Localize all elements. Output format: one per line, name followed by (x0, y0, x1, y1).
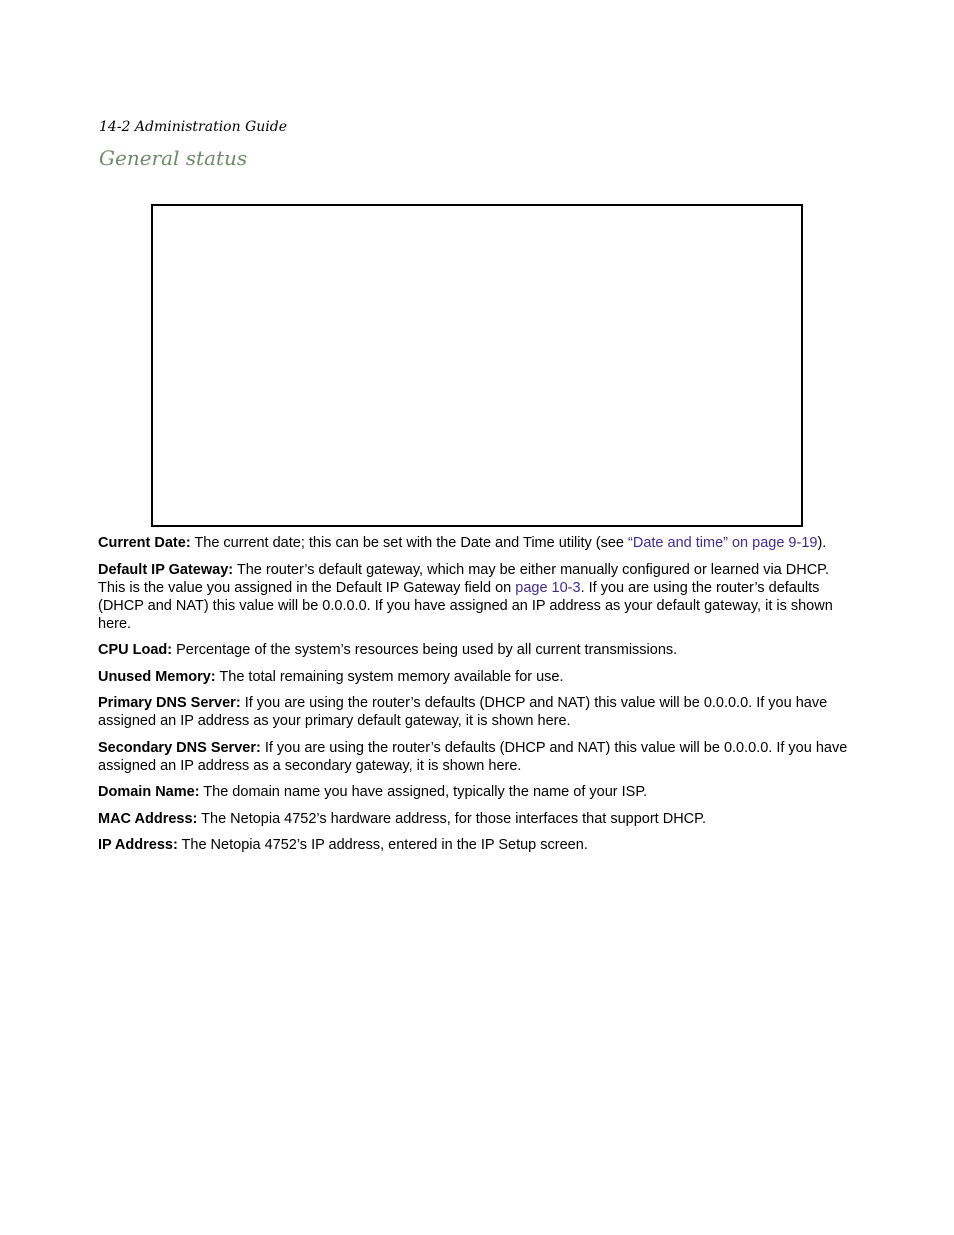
definition-text: ). (817, 535, 827, 551)
definition-text: The Netopia 4752’s IP address, entered in the IP Setup screen. (177, 837, 588, 853)
definition-term: Secondary DNS Server: (98, 739, 261, 756)
definition-term: MAC Address: (98, 810, 198, 827)
definition-cpu-load (98, 641, 856, 659)
screenshot-figure-frame (151, 204, 803, 527)
definition-text: The Netopia 4752’s hardware address, for those interfaces that support DHCP. (197, 810, 706, 827)
definition-text: The current date; this can be set with the Date and Time utility (see (190, 535, 629, 551)
field-definitions (98, 534, 856, 863)
definition-ip-address (98, 836, 856, 854)
definition-text: Percentage of the system’s resources being used by all current transmissions. (172, 642, 678, 658)
definition-text: The domain name you have assigned, typically the name of your ISP. (199, 784, 648, 800)
definition-term: IP Address: (98, 837, 178, 853)
definition-secondary-dns-server (98, 739, 856, 775)
definition-term: Current Date: (98, 535, 191, 551)
definition-term: Default IP Gateway: (98, 561, 234, 578)
definition-current-date (98, 534, 856, 552)
definition-text: The total remaining system memory available for use. (215, 668, 564, 685)
definition-text: If you are using the router’s defaults (DHCP and NAT) this value will be 0.0.0.0. If you have assigned an IP address as your primary default gateway, it is shown here. (98, 695, 828, 729)
definition-term: CPU Load: (98, 642, 173, 658)
definition-default-ip-gateway (98, 561, 856, 633)
definition-unused-memory (98, 668, 856, 686)
definition-text: If you are using the router’s defaults (DHCP and NAT) this value will be 0.0.0.0. If you have assigned an IP address as a secondary gateway, it is shown here. (98, 739, 848, 774)
cross-reference-link[interactable]: “Date and time” on page 9-19 (628, 535, 818, 551)
definition-term: Primary DNS Server: (98, 695, 241, 711)
definition-domain-name (98, 783, 856, 801)
definition-text: The router’s default gateway, which may be either manually configured or learned via DHCP. This is the value you assigned in the Default IP Gateway field on (98, 561, 830, 596)
definition-mac-address (98, 810, 856, 828)
definition-primary-dns-server (98, 694, 856, 730)
cross-reference-link[interactable]: page 10-3 (515, 579, 581, 596)
definition-term: Unused Memory: (98, 668, 216, 685)
running-header: 14-2 Administration Guide (99, 119, 287, 135)
section-title: General status (99, 146, 248, 170)
definition-text: . If you are using the router’s defaults (DHCP and NAT) this value will be 0.0.0.0. If you have assigned an IP address as your default gateway, it is shown here. (98, 579, 833, 632)
definition-term: Domain Name: (98, 784, 200, 800)
